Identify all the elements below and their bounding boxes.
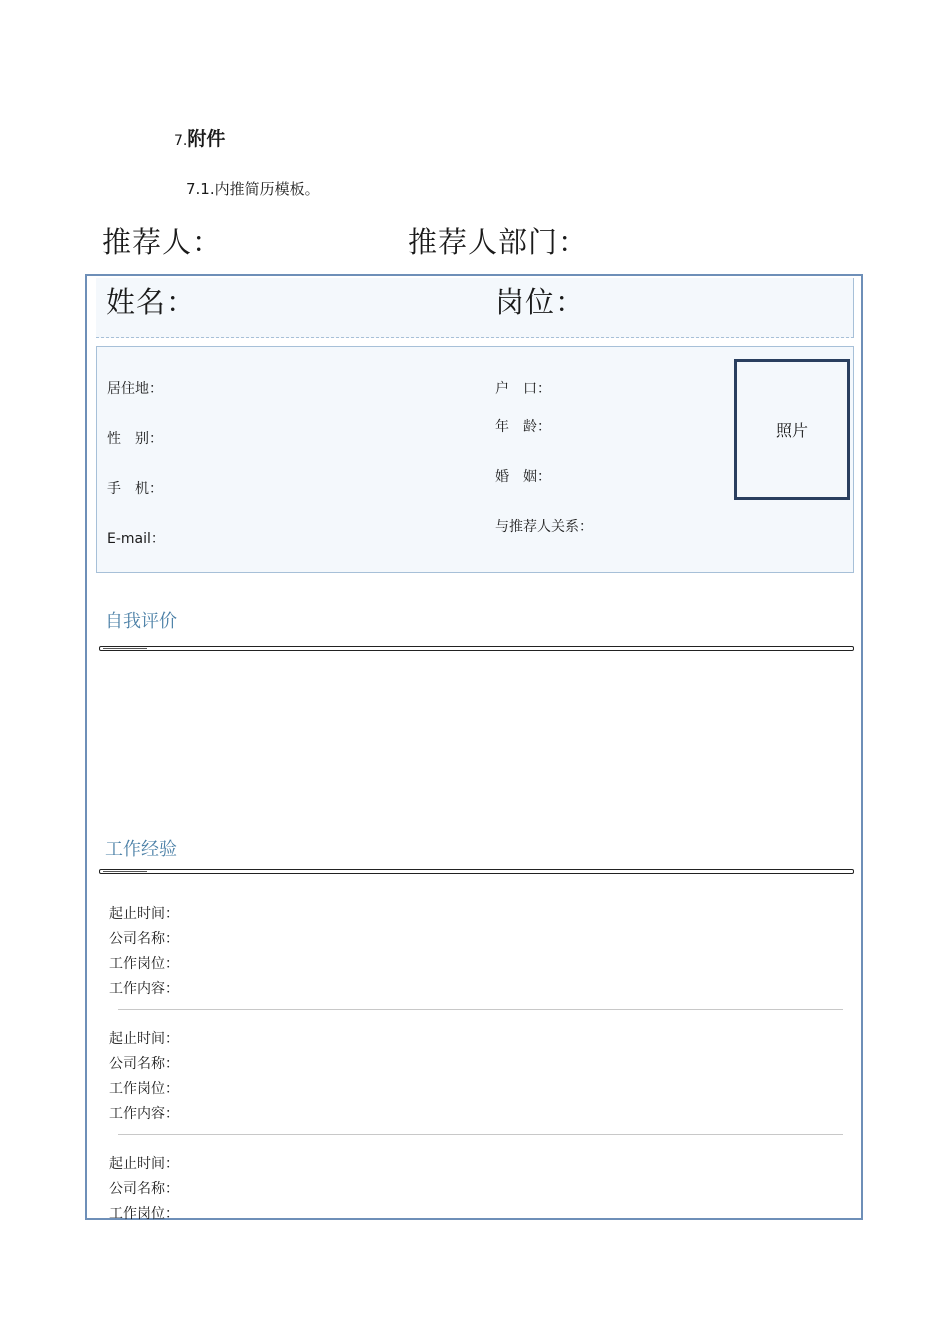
entry-separator — [118, 1009, 843, 1010]
work-period-label: 起止时间： — [109, 906, 179, 922]
work-company-label: 公司名称： — [109, 931, 179, 947]
work-position-label: 工作岗位： — [109, 956, 179, 972]
work-content-label: 工作内容： — [109, 981, 179, 997]
work-position-label: 工作岗位： — [109, 1081, 179, 1097]
email-label: E-mail： — [107, 531, 165, 547]
marital-label: 婚 姻： — [495, 469, 551, 485]
subsection-heading: 7.1.内推简历模板。 — [186, 180, 320, 198]
work-company-label: 公司名称： — [109, 1056, 179, 1072]
residence-label: 居住地： — [107, 381, 163, 397]
photo-placeholder — [734, 359, 850, 500]
work-period-label: 起止时间： — [109, 1156, 179, 1172]
work-experience-divider — [99, 869, 854, 874]
name-section — [96, 278, 854, 338]
section-number: 7. — [174, 133, 188, 149]
work-period-label: 起止时间： — [109, 1031, 179, 1047]
post-label: 岗位： — [495, 285, 586, 319]
work-position-label: 工作岗位： — [109, 1206, 179, 1222]
entry-separator — [118, 1134, 843, 1135]
referrer-dept-label: 推荐人部门： — [408, 225, 589, 259]
gender-label: 性 别： — [107, 431, 163, 447]
work-company-label: 公司名称： — [109, 1181, 179, 1197]
referrer-label: 推荐人： — [102, 225, 223, 259]
section-heading — [174, 124, 225, 151]
self-evaluation-divider — [99, 646, 854, 651]
work-content-label: 工作内容： — [109, 1106, 179, 1122]
section-title: 附件 — [187, 128, 226, 150]
self-evaluation-title: 自我评价 — [105, 611, 177, 632]
mobile-label: 手 机： — [107, 481, 163, 497]
hukou-label: 户 口： — [495, 381, 551, 397]
name-label: 姓名： — [106, 285, 197, 319]
relation-label: 与推荐人关系： — [495, 519, 593, 535]
age-label: 年 龄： — [495, 419, 551, 435]
photo-label: 照片 — [775, 421, 808, 440]
work-experience-title: 工作经验 — [105, 839, 177, 860]
